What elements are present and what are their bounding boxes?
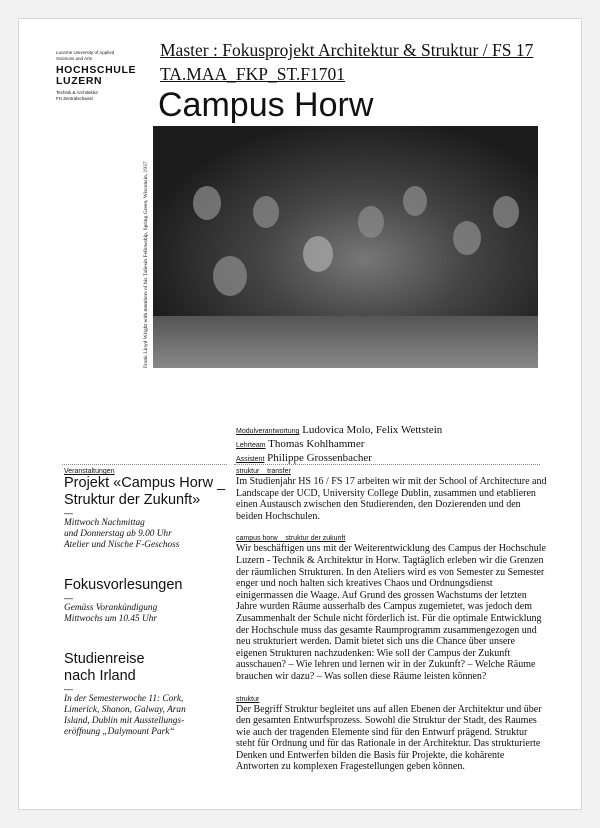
divider (234, 464, 540, 465)
credit-value: Ludovica Molo, Felix Wettstein (302, 424, 443, 436)
logo-region: FH Zentralschweiz (56, 96, 94, 101)
dash: — (64, 593, 73, 603)
event-item (64, 651, 229, 738)
logo-institution: Lucerne University of Applied Sciences and Arts (56, 50, 115, 61)
description-column (236, 468, 548, 786)
event-detail: Mittwochs um 10.45 Uhr (64, 614, 157, 624)
historic-photo (153, 126, 538, 368)
credit-label: Assistent (236, 456, 265, 463)
photo-caption: Frank Lloyd Wright with members of his Taliesin Fellowship, Spring Green, Wisconsin, 1937 (143, 161, 149, 368)
dash: — (64, 684, 73, 694)
section-label: struktur (236, 695, 260, 703)
divider (62, 464, 227, 465)
event-item (64, 475, 229, 551)
credits (236, 424, 442, 466)
event-item (64, 577, 229, 625)
event-title: Projekt «Campus Horw _ Struktur der Zukunft» (64, 475, 226, 508)
event-detail: Atelier und Nische F-Geschoss (64, 540, 180, 550)
credit-value: Philippe Grossenbacher (267, 452, 372, 464)
logo-name-2: LUZERN (56, 75, 103, 87)
logo-name-1: HOCHSCHULE (56, 64, 137, 76)
section-text: Der Begriff Struktur begleitet uns auf allen Ebenen der Architektur und über den gesamten Entwurfsprozess. Sowohl die Struktur der Stadt, des Raumes wie auch der tragenden Elemente sind für den Entwurf prägend. Struktur steht für Ordnung und für das Rationale in der Architektur. Das strukturierte Denken und Entwerfen bilden die Basis für Projekte, die kohärente Antworten zu komplexen Fragestellungen geben können. (236, 703, 542, 773)
section-text: Wir beschäftigen uns mit der Weiterentwicklung des Campus der Hochschule Luzern - Technik & Architektur in Horw. Tagtäglich erleben wir die Grenzen der räumlichen Strukturen. In den Ateliers wird es von Semester zu Semester enger und noch halten sich kreatives Chaos und Ordnungsdienst einigermassen die Waage. Auf Grund des grossen Wachstums der letzten Jahre wurden Räume ausserhalb des Campus zugemietet, was jedoch dem Zusammenhalt der Schule nicht förderlich ist. Für die optimale Entwicklung der Hochschule muss das gesamte Raumprogramm zusammengezogen und neu strukturiert werden. Damit bietet sich uns die Chance über unsere eigenen Strukturen nachzudenken: Wie soll der Campus der Zukunft ausschauen? – Wie lehren und lernen wir in der Zukunft? – Welche Räume brauchen wir dazu? – Was sollen diese Räume leisten können? (236, 543, 546, 682)
event-detail: Mittwoch Nachmittag (64, 518, 145, 528)
section-text: Im Studienjahr HS 16 / FS 17 arbeiten wir mit der School of Architecture and Landscape der UCD, University College Dublin, zusammen und etablieren einen Austausch zwischen den Studierenden, den Dozierenden und den beiden Hochschulen. (236, 476, 547, 522)
credit-label: Modulverantwortung (236, 428, 300, 435)
event-detail: eröffnung „Dalymount Park“ (64, 727, 175, 737)
event-detail: Gemäss Vorankündigung (64, 603, 158, 613)
event-detail: In der Semesterwoche 11: Cork, (64, 694, 184, 704)
logo-dept: Technik & Architektur (56, 90, 99, 95)
events-label: Veranstaltungen (64, 468, 115, 475)
hslu-logo (56, 50, 136, 102)
course-code: TA.MAA_FKP_ST.F1701 (160, 64, 345, 84)
event-detail: Island, Dublin mit Ausstellungs- (64, 716, 185, 726)
event-title: Studienreise nach Irland (64, 651, 145, 684)
event-detail: Limerick, Shanon, Galway, Aran (64, 705, 186, 715)
section-label: campus horw _ struktur der zukunft (236, 535, 346, 543)
section-label: struktur _ transfer (236, 468, 291, 475)
credit-label: Lehrteam (236, 442, 266, 449)
page-title: Campus Horw (158, 86, 374, 124)
credit-value: Thomas Kohlhammer (268, 438, 365, 450)
dash: — (64, 508, 73, 518)
course-name: Master : Fokusprojekt Architektur & Struktur / FS 17 (160, 40, 534, 60)
event-title: Fokusvorlesungen (64, 577, 183, 593)
events-column (64, 468, 229, 764)
course-heading (160, 38, 533, 86)
event-detail: und Donnerstag ab 9.00 Uhr (64, 529, 172, 539)
